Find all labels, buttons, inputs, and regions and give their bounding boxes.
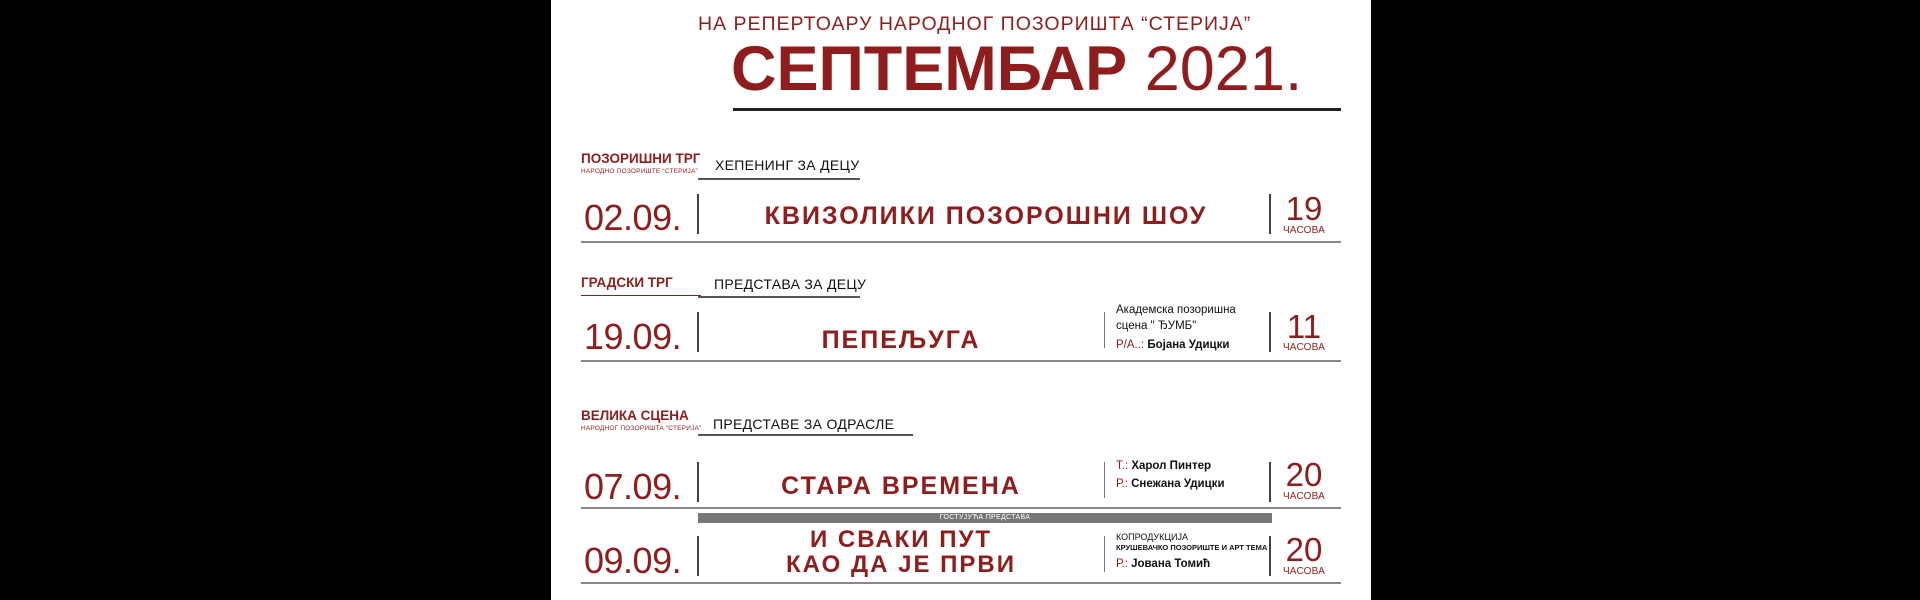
poster-month-title — [731, 34, 1303, 104]
event-title: КВИЗОЛИКИ ПОЗОРОШНИ ШОУ — [764, 202, 1208, 230]
credit-divider — [1104, 462, 1105, 498]
credit-writer-name: Харол Пинтер — [1131, 460, 1212, 472]
category-rule — [698, 434, 913, 436]
section-category: ПРЕДСТАВА ЗА ДЕЦУ — [714, 276, 867, 292]
credit-director-label: Р.: — [1116, 478, 1128, 490]
event-title-line2: КАО ДА ЈЕ ПРВИ — [786, 551, 1016, 579]
event-title-line1: И СВАКИ ПУТ — [809, 526, 993, 553]
row-rule — [581, 360, 1341, 362]
event-date: 09.09. — [584, 540, 682, 581]
event-date: 19.09. — [584, 316, 682, 357]
event-title: ПЕПЕЉУГА — [821, 326, 981, 354]
guest-performance-bar: ГОСТУЈУЋА ПРЕДСТАВА — [698, 513, 1272, 523]
row-rule — [581, 507, 1341, 509]
credit-director — [1116, 558, 1210, 570]
credit-director-name: Снежана Удицки — [1131, 478, 1225, 490]
hour-divider — [1269, 312, 1271, 352]
credit-divider — [1104, 312, 1105, 348]
hour-label: ЧАСОВА — [1282, 342, 1326, 353]
hour-label: ЧАСОВА — [1282, 566, 1326, 577]
event-title: СТАРА ВРЕМЕНА — [781, 472, 1021, 500]
credit-writer-label: Т.: — [1116, 460, 1129, 472]
hour-divider — [1269, 194, 1271, 234]
credit-director — [1116, 478, 1225, 490]
venue-name: ПОЗОРИШНИ ТРГ — [581, 151, 701, 166]
venue-name: ГРАДСКИ ТРГ — [581, 275, 673, 290]
credit-director-name: Јована Томић — [1131, 558, 1211, 570]
credit-director-name: Бојана Удицки — [1147, 339, 1230, 351]
row-rule — [581, 582, 1341, 584]
section-category: ХЕПЕНИНГ ЗА ДЕЦУ — [715, 157, 860, 173]
year: 2021. — [1144, 34, 1303, 104]
venue-subtitle: НАРОДНОГ ПОЗОРИШТА “СТЕРИЈА” — [581, 425, 702, 432]
coproduction-names: КРУШЕВАЧКО ПОЗОРИШТЕ И АРТ ТЕМА — [1116, 543, 1268, 552]
event-hour: 11 — [1286, 308, 1322, 345]
hour-label: ЧАСОВА — [1282, 491, 1326, 502]
hour-divider — [1269, 462, 1271, 502]
event-title — [701, 527, 1101, 577]
date-divider — [697, 462, 699, 502]
category-rule — [698, 296, 860, 298]
credit-director — [1116, 339, 1229, 351]
event-date: 02.09. — [584, 197, 682, 238]
hour-divider — [1269, 536, 1271, 576]
venue-name: ВЕЛИКА СЦЕНА — [581, 408, 689, 423]
venue-subtitle: НАРОДНО ПОЗОРИШТЕ “СТЕРИЈА” — [581, 168, 698, 175]
credit-company-2: сцена " ЂУМБ" — [1116, 320, 1197, 332]
month-name: СЕПТЕМБАР — [731, 34, 1128, 104]
event-hour: 19 — [1285, 190, 1323, 227]
credit-writer — [1116, 460, 1211, 472]
hour-label: ЧАСОВА — [1282, 225, 1326, 236]
event-hour: 20 — [1285, 456, 1323, 493]
row-rule — [581, 241, 1341, 243]
date-divider — [697, 312, 699, 352]
header-underline — [733, 108, 1341, 111]
credit-divider — [1104, 536, 1105, 572]
venue-rule — [581, 295, 701, 296]
category-rule — [698, 178, 860, 180]
poster-subtitle: НА РЕПЕРТОАРУ НАРОДНОГ ПОЗОРИШТА “СТЕРИЈА” — [698, 13, 1252, 35]
event-hour: 20 — [1285, 531, 1323, 568]
credit-company: Академска позоришна — [1116, 304, 1236, 316]
repertoire-poster — [551, 0, 1371, 600]
credit-director-label: Р/А..: — [1116, 339, 1145, 351]
event-date: 07.09. — [584, 466, 682, 507]
coproduction-label: КОПРОДУКЦИЈА — [1116, 532, 1189, 542]
date-divider — [697, 536, 699, 576]
date-divider — [697, 194, 699, 234]
section-category: ПРЕДСТАВЕ ЗА ОДРАСЛЕ — [713, 416, 895, 432]
credit-director-label: Р.: — [1116, 558, 1128, 570]
